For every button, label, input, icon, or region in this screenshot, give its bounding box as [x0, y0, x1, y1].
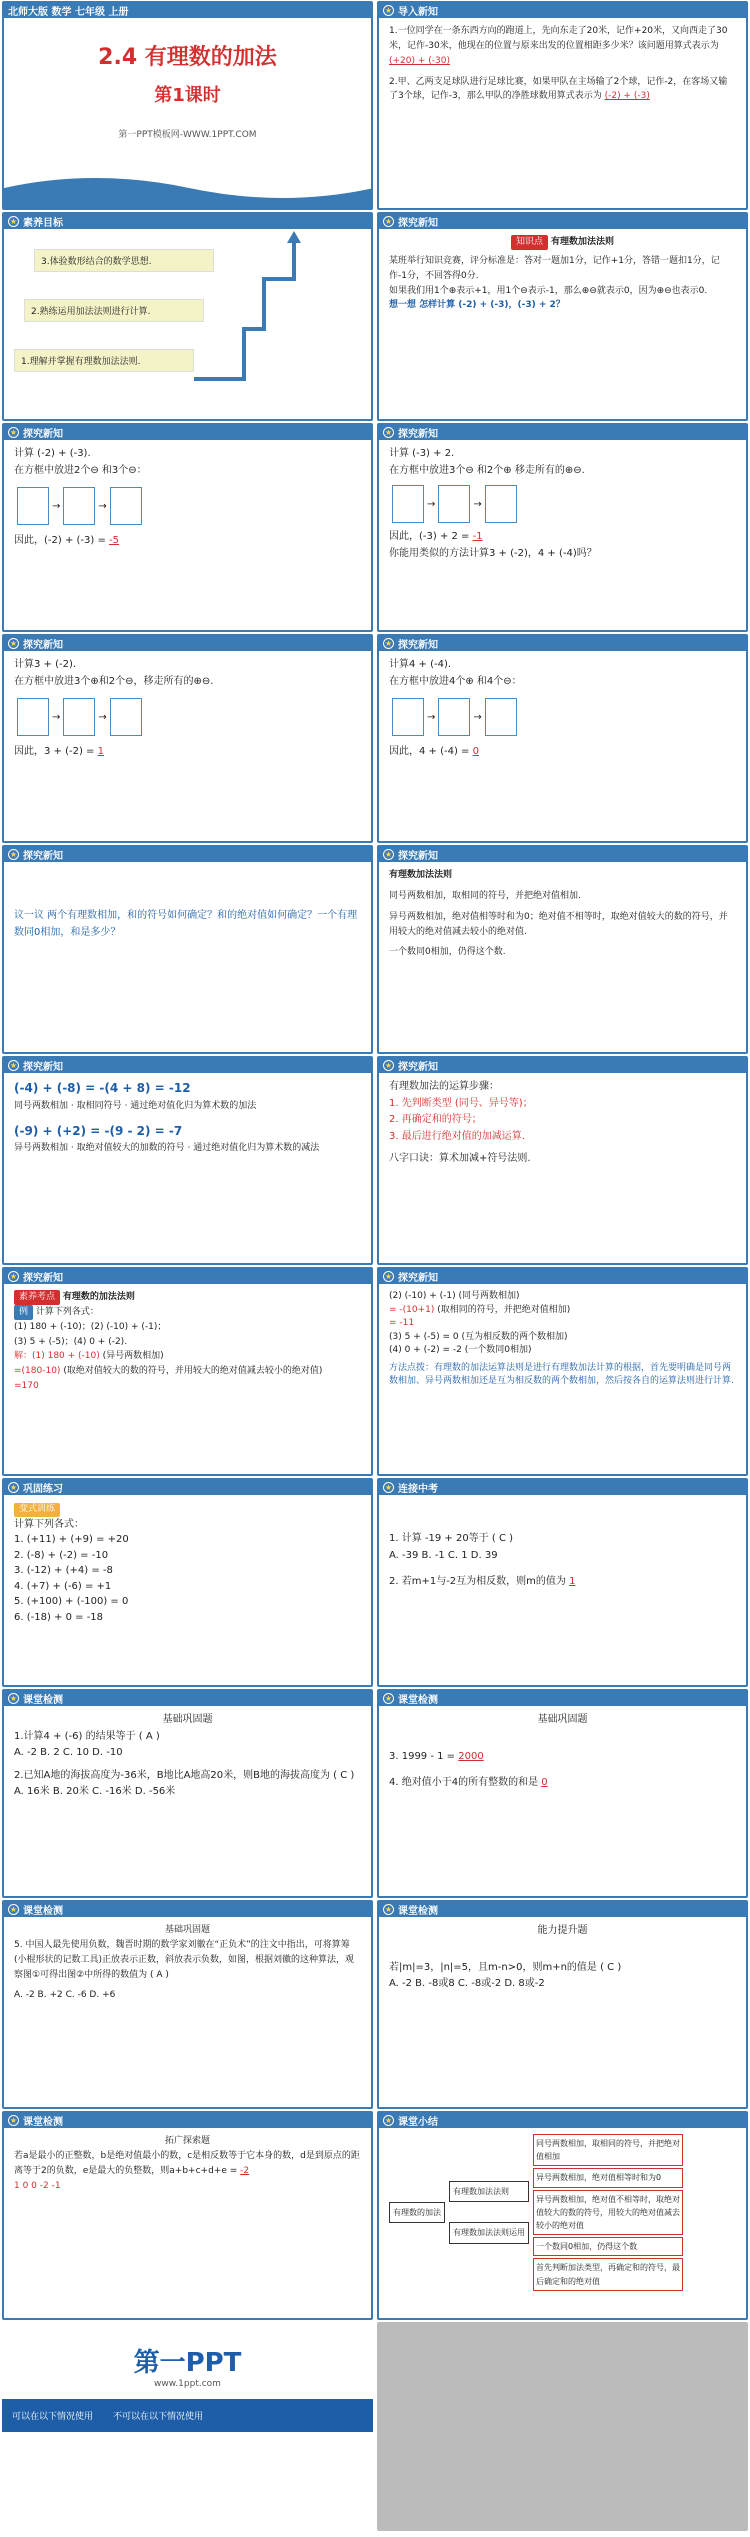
star-icon: ★: [9, 1905, 18, 1914]
slide-explore-4: ★ 探究新知 计算3 + (-2). 在方框中放进3个⊕和2个⊖，移走所有的⊕⊖. → → 因此，3 + (-2) = 1: [2, 634, 373, 843]
cover-subtitle: 第1课时: [154, 85, 221, 106]
star-icon: ★: [9, 639, 18, 648]
goal-2: 2.熟练运用加法法则进行计算.: [24, 299, 204, 322]
star-icon: ★: [384, 1483, 393, 1492]
coin-diagram: → →: [389, 485, 736, 523]
slide-explore-5: ★ 探究新知 计算4 + (-4). 在方框中放进4个⊕ 和4个⊖： → → 因此，4 + (-4) = 0: [377, 634, 748, 843]
slide-test-3: ★ 课堂检测 基础巩固题 5. 中国人最先使用负数，魏晋时期的数学家刘徽在“正负术”的注文中指出，可将算筹(小棍形状的记数工具)正放表示正数，斜放表示负数，如图，根据刘徽的这种算法，观察图①可得出图②中所得的数值为 ( A ) A. -2 B. +2 C. -6 D. +6: [2, 1900, 373, 2109]
star-icon: ★: [384, 2116, 393, 2125]
slide-test-5: ★ 课堂检测 拓广探索题 若a是最小的正整数，b是绝对值最小的数，c是相反数等于它本身的数，d是到原点的距离等于2的负数，e是最大的负整数，则a+b+c+d+e = -2 1 0 0 -2 -1: [2, 2111, 373, 2320]
slide-exam: ★ 连接中考 1. 计算 -19 + 20等于 ( C ) A. -39 B. -1 C. 1 D. 39 2. 若m+1与-2互为相反数，则m的值为 1: [377, 1478, 748, 1687]
slide-test-2: ★ 课堂检测 基础巩固题 3. 1999 - 1 = 2000 4. 绝对值小于4的所有整数的和是 0: [377, 1689, 748, 1898]
star-icon: ★: [9, 428, 18, 437]
star-icon: ★: [9, 1061, 18, 1070]
empty-slot: [377, 2322, 748, 2531]
cover-title: 2.4 有理数的加法: [98, 45, 277, 70]
slide-test-4: ★ 课堂检测 能力提升题 若|m|=3，|n|=5，且m-n>0，则m+n的值是 ( C ) A. -2 B. -8或8 C. -8或-2 D. 8或-2: [377, 1900, 748, 2109]
star-icon: ★: [9, 850, 18, 859]
slide-goals: ★ 素养目标 3.体验数形结合的数学思想. 2.熟练运用加法法则进行计算. 1.理解并掌握有理数加法法则.: [2, 212, 373, 421]
slide-practice: ★ 巩固练习 变式训练 计算下列各式： 1. (+11) + (+9) = +20 2. (-8) + (-2) = -10 3. (-12) + (+4) = -8 4. (+7) + (-6) = +1 5. (+100) + (-100) = 0 6. (-18) + 0 = -18: [2, 1478, 373, 1687]
slide-intro: ★ 导入新知 1.一位同学在一条东西方向的跑道上，先向东走了20米，记作+20米，又向西走了30米，记作-30米，他现在的位置与原来出发的位置相距多少米？该问题用算式表示为 (+20) + (-30) 2.甲、乙两支足球队进行足球比赛，如果甲队在主场输了2个球，记作-2，在客场又输了3个球，记作-3，那么甲队的净胜球数用算式表示为 (-2) + (-3): [377, 1, 748, 210]
slide-summary: ★ 课堂小结 有理数的加法 有理数加法法则 有理数加法法则运用 同号两数相加，取相同的符号，并把绝对值相加 异号两数相加，绝对值相等时和为0 异号两数相加，绝对值不相等时，取绝对值较大的数的符号，用较大的绝对值减去较小的绝对值 一个数同0相加，仍得这个数 首先判断加法类型，再确定和的符号，最后确定和的绝对值: [377, 2111, 748, 2320]
slide-test-1: ★ 课堂检测 基础巩固题 1.计算4 + (-6) 的结果等于 ( A ) A. -2 B. 2 C. 10 D. -10 2.已知A地的海拔高度为-36米，B地比A地高20米，则B地的海拔高度为 ( C ) A. 16米 B. 20米 C. -16米 D. -56米: [2, 1689, 373, 1898]
goal-1: 1.理解并掌握有理数加法法则.: [14, 349, 194, 372]
slide-example: ★ 探究新知 素养考点 有理数的加法法则 例 计算下列各式： (1) 180 + (-10)；(2) (-10) + (-1)； (3) 5 + (-5)；(4) 0 + (-2). 解：(1) 180 + (-10) (异号两数相加) =(180-10) (取绝对值较大的数的符号，并用较大的绝对值减去较小的绝对值) =170: [2, 1267, 373, 1476]
star-icon: ★: [9, 217, 18, 226]
star-icon: ★: [9, 1483, 18, 1492]
slide-explore-7: ★ 探究新知 有理数加法法则 同号两数相加，取相同的符号，并把绝对值相加. 异号两数相加，绝对值相等时和为0；绝对值不相等时，取绝对值较大的数的符号，并用较大的绝对值减去较小的绝对值. 一个数同0相加，仍得这个数.: [377, 845, 748, 1054]
slide-example-2: ★ 探究新知 (2) (-10) + (-1) (同号两数相加) = -(10+1) (取相同的符号，并把绝对值相加) = -11 (3) 5 + (-5) = 0 (互为相反数的两个数相加) (4) 0 + (-2) = -2 (一个数同0相加) 方法点拨：有理数的加法运算法则是进行有理数加法计算的根据，首先要明确是同号两数相加、异号两数相加还是互为相反数的两个数相加，然后按各自的运算法则进行计算.: [377, 1267, 748, 1476]
slide-footer: 第一PPT www.1ppt.com 可以在以下情况使用 不可以在以下情况使用: [2, 2322, 373, 2533]
coin-diagram: → →: [14, 698, 361, 736]
star-icon: ★: [9, 1272, 18, 1281]
star-icon: ★: [384, 639, 393, 648]
coin-diagram: → →: [14, 487, 361, 525]
slide-cover: [2, 1, 373, 210]
cover-wave: [4, 168, 373, 208]
star-icon: ★: [384, 6, 393, 15]
slide-explore-1: ★ 探究新知 知识点 有理数加法法则 某班举行知识竞赛，评分标准是：答对一题加1分，记作+1分，答错一题扣1分，记作-1分，不回答得0分. 如果我们用1个⊕表示+1，用1个⊖表示-1，那么⊕⊖就表示0，因为⊕⊖也表示0. 想一想 怎样计算 (-2) + (-3)，(-3) + 2？: [377, 212, 748, 421]
stair-arrow: [4, 229, 373, 419]
star-icon: ★: [384, 1905, 393, 1914]
slide-explore-6: ★ 探究新知 议一议 两个有理数相加，和的符号如何确定？和的绝对值如何确定？一个有理数同0相加，和是多少？: [2, 845, 373, 1054]
brand-label: 北师大版 数学 七年级 上册: [8, 7, 129, 18]
slide-steps: ★ 探究新知 有理数加法的运算步骤： 1. 先判断类型 (同号、异号等)； 2. 再确定和的符号； 3. 最后进行绝对值的加减运算. 八字口诀：算术加减+符号法则.: [377, 1056, 748, 1265]
slide-explore-2: ★ 探究新知 计算 (-2) + (-3). 在方框中放进2个⊖ 和3个⊖： → → 因此，(-2) + (-3) = -5: [2, 423, 373, 632]
star-icon: ★: [384, 428, 393, 437]
cover-site: 第一PPT模板网-WWW.1PPT.COM: [118, 130, 257, 140]
star-icon: ★: [384, 1694, 393, 1703]
star-icon: ★: [9, 2116, 18, 2125]
coin-diagram: → →: [389, 698, 736, 736]
star-icon: ★: [384, 1272, 393, 1281]
slide-explore-3: ★ 探究新知 计算 (-3) + 2. 在方框中放进3个⊖ 和2个⊕ 移走所有的⊕⊖. → → 因此，(-3) + 2 = -1 你能用类似的方法计算3 + (-2)，4 + (-4)吗？: [377, 423, 748, 632]
star-icon: ★: [384, 1061, 393, 1070]
star-icon: ★: [384, 217, 393, 226]
goal-3: 3.体验数形结合的数学思想.: [34, 249, 214, 272]
slide-worked-examples: ★ 探究新知 (-4) + (-8) = -(4 + 8) = -12 同号两数相加 · 取相同符号 · 通过绝对值化归为算术数的加法 (-9) + (+2) = -(9 - 2) = -7 异号两数相加 · 取绝对值较大的加数的符号 · 通过绝对值化归为算术数的减法: [2, 1056, 373, 1265]
star-icon: ★: [9, 1694, 18, 1703]
star-icon: ★: [384, 850, 393, 859]
